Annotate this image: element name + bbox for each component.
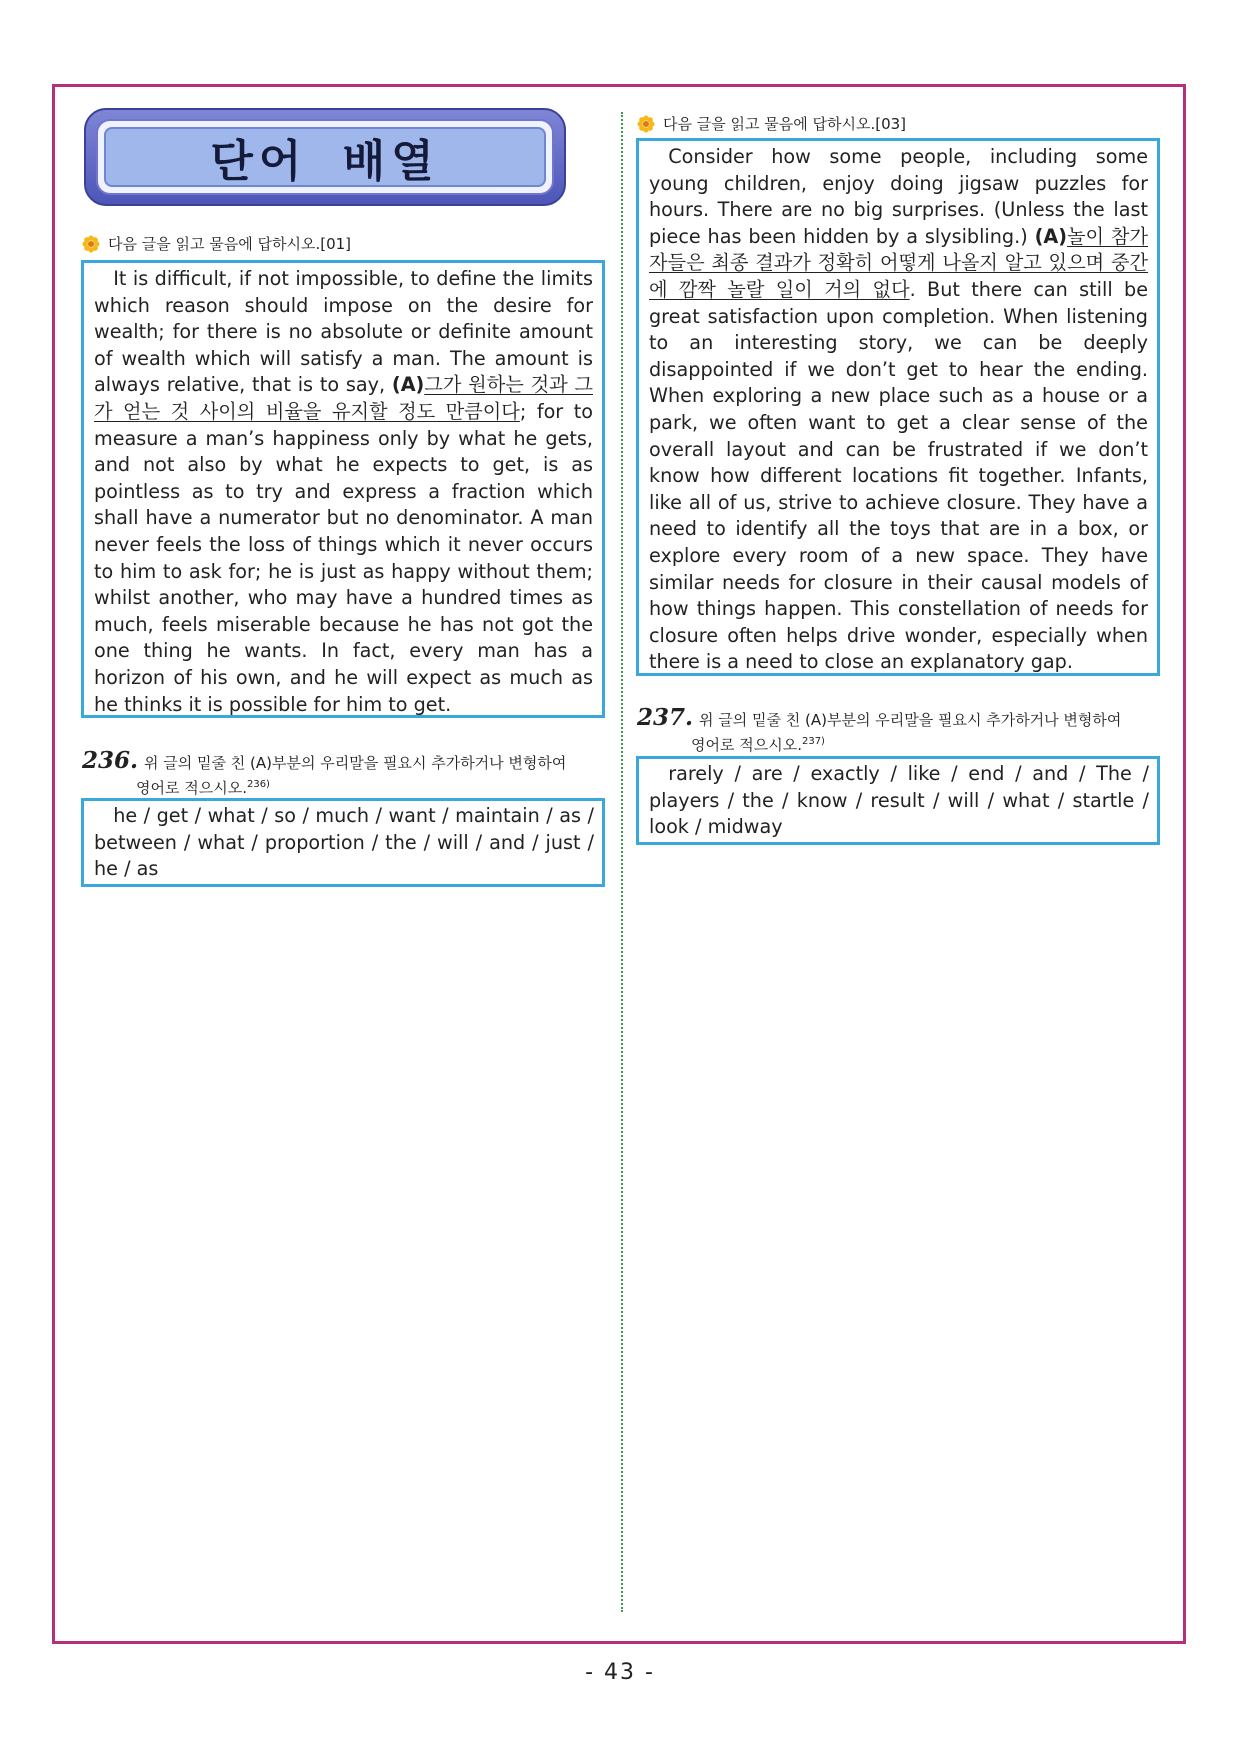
left-passage: [94, 266, 593, 718]
flower-icon: [82, 235, 100, 253]
right-passage-box: [636, 138, 1160, 676]
title-badge-inner: [104, 127, 546, 187]
right-word-list: rarely / are / exactly / like / end / and / The / players / the / know / result / will / what / startle / look / midway: [649, 762, 1149, 839]
right-passage-text-2: . But there can still be great satisfaction upon completion. When listening to an interesting story, we can be deeply disappointed if we don’t get to hear the ending. When exploring a new place such as a house or a park, we often want to get a clear sense of the overall layout and can be frustrated if we don’t know how different locations fit together. Infants, like all of us, strive to achieve closure. They have a need to identify all the toys that are in a box, or explore every room of a new space. They have similar needs for closure in their causal models of how things happen. This constellation of needs for closure often helps drive wonder, especially when there is a need to close an explanatory gap.: [649, 277, 1148, 674]
left-instruction-text: 다음 글을 읽고 물음에 답하시오.[01]: [108, 235, 352, 253]
right-instruction-text: 다음 글을 읽고 물음에 답하시오.[03]: [663, 115, 907, 133]
flower-icon: [637, 115, 655, 133]
right-word-box: [636, 756, 1160, 845]
question-237-line1: 위 글의 밑줄 친 (A)부분의 우리말을 필요시 추가하거나 변형하여: [699, 711, 1122, 729]
page-number: - 43 -: [585, 1660, 655, 1685]
question-236-footnote: 236): [246, 779, 270, 790]
question-236-line2: 영어로 적으시오.: [136, 779, 247, 797]
left-passage-text-1: It is difficult, if not impossible, to define the limits which reason should impose on the desire for wealth; for there is no absolute or definite amount of wealth which will satisfy a man. The amount is always relative, that is to say,: [94, 267, 593, 397]
left-passage-underlined: 그가 원하는 것과 그가 얻는 것 사이의 비율을 유지할 정도 만큼이다: [94, 373, 593, 423]
column-divider: [621, 112, 623, 1612]
right-instruction: [637, 113, 906, 134]
left-word-box: [81, 798, 605, 887]
question-236-line1: 위 글의 밑줄 친 (A)부분의 우리말을 필요시 추가하거나 변형하여: [144, 754, 567, 772]
question-236-number: 236.: [82, 747, 139, 774]
question-237: [637, 704, 1167, 756]
right-passage-text-1: Consider how some people, including some young children, enjoy doing jigsaw puzzles for hours. There are no big surprises. (Unless the last piece has been hidden by a slysibling.): [649, 145, 1148, 248]
question-237-number: 237.: [637, 704, 694, 731]
title-badge-border: [96, 119, 554, 195]
left-passage-label: (A): [391, 373, 425, 397]
left-passage-text-2: ; for to measure a man’s happiness only by what he gets, and not also by what he expects to get, is as pointless as to try and express a fraction which shall have a numerator but no denominator. A man never feels the loss of things which it never occurs to him to ask for; he is just as happy without them; whilst another, who may have a hundred times as much, feels miserable because he has not got the one thing he wants. In fact, every man has a horizon of his own, and he will expect as much as he thinks it is possible for him to get.: [94, 399, 593, 716]
question-237-footnote: 237): [801, 736, 825, 747]
question-236: [82, 747, 612, 799]
left-instruction: [82, 233, 351, 254]
left-word-list: he / get / what / so / much / want / maintain / as / between / what / proportion / the / will / and / just / he / as: [94, 804, 594, 881]
section-title-badge: [84, 108, 566, 206]
right-passage-underlined: 놀이 참가자들은 최종 결과가 정확히 어떻게 나올지 알고 있으며 중간에 깜짝 놀랄 일이 거의 없다: [649, 224, 1148, 301]
left-passage-box: [81, 260, 605, 718]
right-passage-label: (A): [1034, 224, 1067, 248]
question-237-line2: 영어로 적으시오.: [691, 736, 802, 754]
right-passage: [649, 144, 1148, 676]
section-title: 단어 배열: [210, 136, 440, 187]
